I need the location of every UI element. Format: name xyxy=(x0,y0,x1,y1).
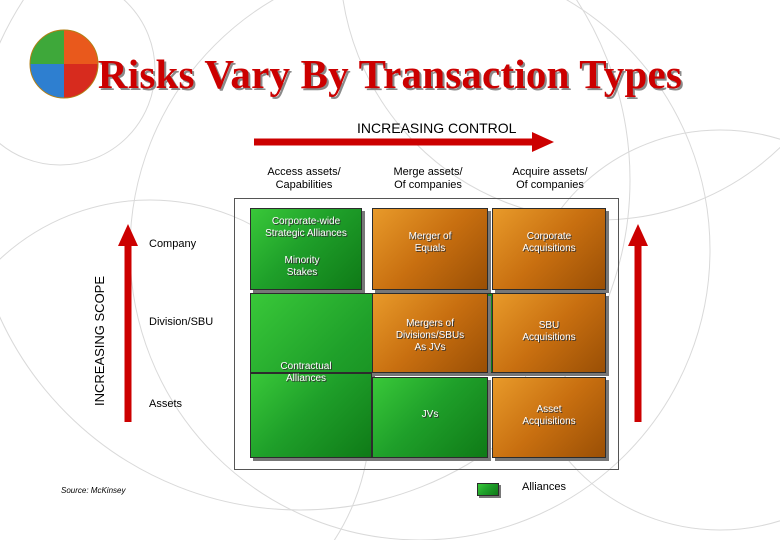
increasing-scope-arrow-left xyxy=(116,222,140,428)
cell-contractual-alliances: Contractual Alliances xyxy=(280,361,332,384)
row-label-assets: Assets xyxy=(149,398,183,410)
legend-swatch-alliances xyxy=(477,483,499,496)
cell-corporate-strategic-alliances: Corporate-wide Strategic Alliances xyxy=(265,216,347,239)
cell-minority-stakes: Minority Stakes xyxy=(284,255,320,278)
column-header-merge: Merge assets/ Of companies xyxy=(393,166,463,191)
source-note: Source: McKinsey xyxy=(61,486,126,495)
cell-jvs: JVs xyxy=(421,409,439,420)
cell-corporate-acquisitions: Corporate Acquisitions xyxy=(522,231,576,254)
cell-mergers-of-divisions: Mergers of Divisions/SBUs As JVs xyxy=(395,318,465,353)
x-axis-label: INCREASING CONTROL xyxy=(357,120,517,136)
column-header-access: Access assets/ Capabilities xyxy=(267,166,341,191)
cell-sbu-acquisitions: SBU Acquisitions xyxy=(522,320,576,343)
box-contractual-alliances xyxy=(250,373,372,458)
increasing-scope-arrow-right xyxy=(626,222,650,428)
legend-label-alliances: Alliances xyxy=(522,481,567,493)
cell-asset-acquisitions: Asset Acquisitions xyxy=(522,404,576,427)
page-title: Risks Vary By Transaction Types xyxy=(97,51,683,97)
row-label-company: Company xyxy=(149,238,197,250)
row-label-division: Division/SBU xyxy=(149,316,214,328)
column-header-acquire: Acquire assets/ Of companies xyxy=(512,166,588,191)
y-axis-label: INCREASING SCOPE xyxy=(92,275,107,406)
cell-merger-of-equals: Merger of Equals xyxy=(408,231,452,254)
